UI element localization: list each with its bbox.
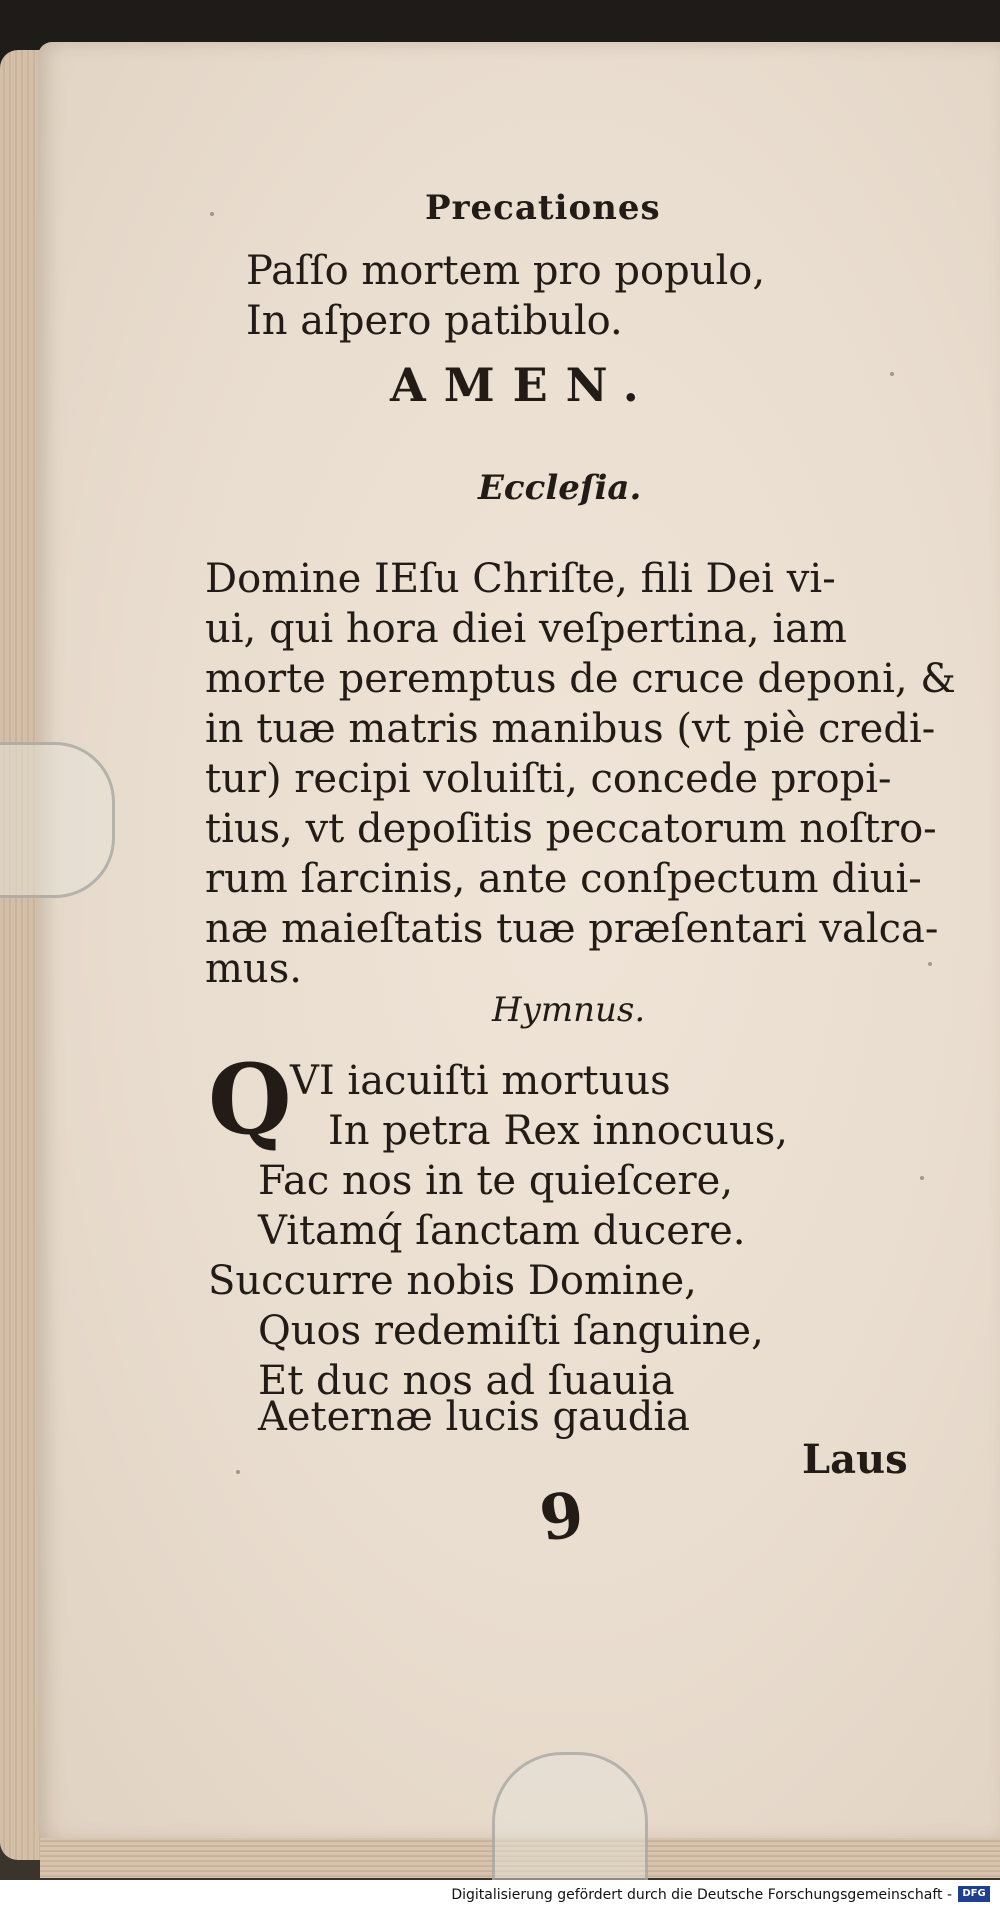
catchword: Laus — [802, 1436, 908, 1483]
footer-credit: Digitalisierung gefördert durch die Deutsche Forschungsgemeinschaft - — [451, 1887, 952, 1903]
hymn-line-1: VI iacuiſti mortuus — [290, 1058, 671, 1104]
prayer-line-5: tur) recipi voluiſti, concede propi- — [205, 756, 892, 802]
ink-speck — [210, 212, 214, 216]
amen-heading: AMEN. — [390, 358, 657, 412]
hymn-line-7: Et duc nos ad ſuauia — [258, 1358, 675, 1404]
ink-speck — [236, 1470, 240, 1474]
prayer-line-8: næ maieſtatis tuæ præſentari valca- — [205, 906, 939, 952]
prayer-line-7: rum ſarcinis, ante conſpectum diui- — [205, 856, 922, 902]
digitization-footer — [0, 1880, 1000, 1909]
hymn-heading: Hymnus. — [492, 990, 646, 1030]
verse-line-2: In aſpero patibulo. — [246, 298, 623, 344]
prayer-line-4: in tuæ matris manibus (vt piè credi- — [205, 706, 936, 752]
hymn-dropcap: Q — [208, 1043, 292, 1156]
page-holder-clip-left — [0, 742, 115, 898]
verse-line-1: Paſſo mortem pro populo, — [246, 248, 766, 294]
ink-speck — [890, 372, 894, 376]
ink-speck — [928, 962, 932, 966]
prayer-line-6: tius, vt depoſitis peccatorum noſtro- — [205, 806, 937, 852]
signature-mark: 9 — [535, 1477, 589, 1556]
prayer-line-1: Domine IEſu Chriſte, fili Dei vi- — [205, 556, 836, 602]
hymn-line-3: Fac nos in te quieſcere, — [258, 1158, 734, 1204]
hymn-line-2: In petra Rex innocuus, — [328, 1108, 788, 1154]
dfg-logo-icon: DFG — [958, 1886, 990, 1902]
prayer-line-9: mus. — [205, 946, 302, 992]
hymn-line-8: Aeternæ lucis gaudia — [258, 1394, 690, 1440]
ink-speck — [920, 1176, 924, 1180]
hymn-line-5: Succurre nobis Domine, — [208, 1258, 697, 1304]
prayer-line-2: ui, qui hora diei veſpertina, iam — [205, 606, 847, 652]
running-head: Precationes — [425, 188, 661, 228]
section-heading-ecclesia: Eccleſia. — [478, 468, 642, 508]
hymn-line-4: Vitamq́ ſanctam ducere. — [258, 1208, 746, 1254]
hymn-line-6: Quos redemiſti ſanguine, — [258, 1308, 764, 1354]
prayer-line-3: morte peremptus de cruce deponi, & — [205, 656, 956, 702]
